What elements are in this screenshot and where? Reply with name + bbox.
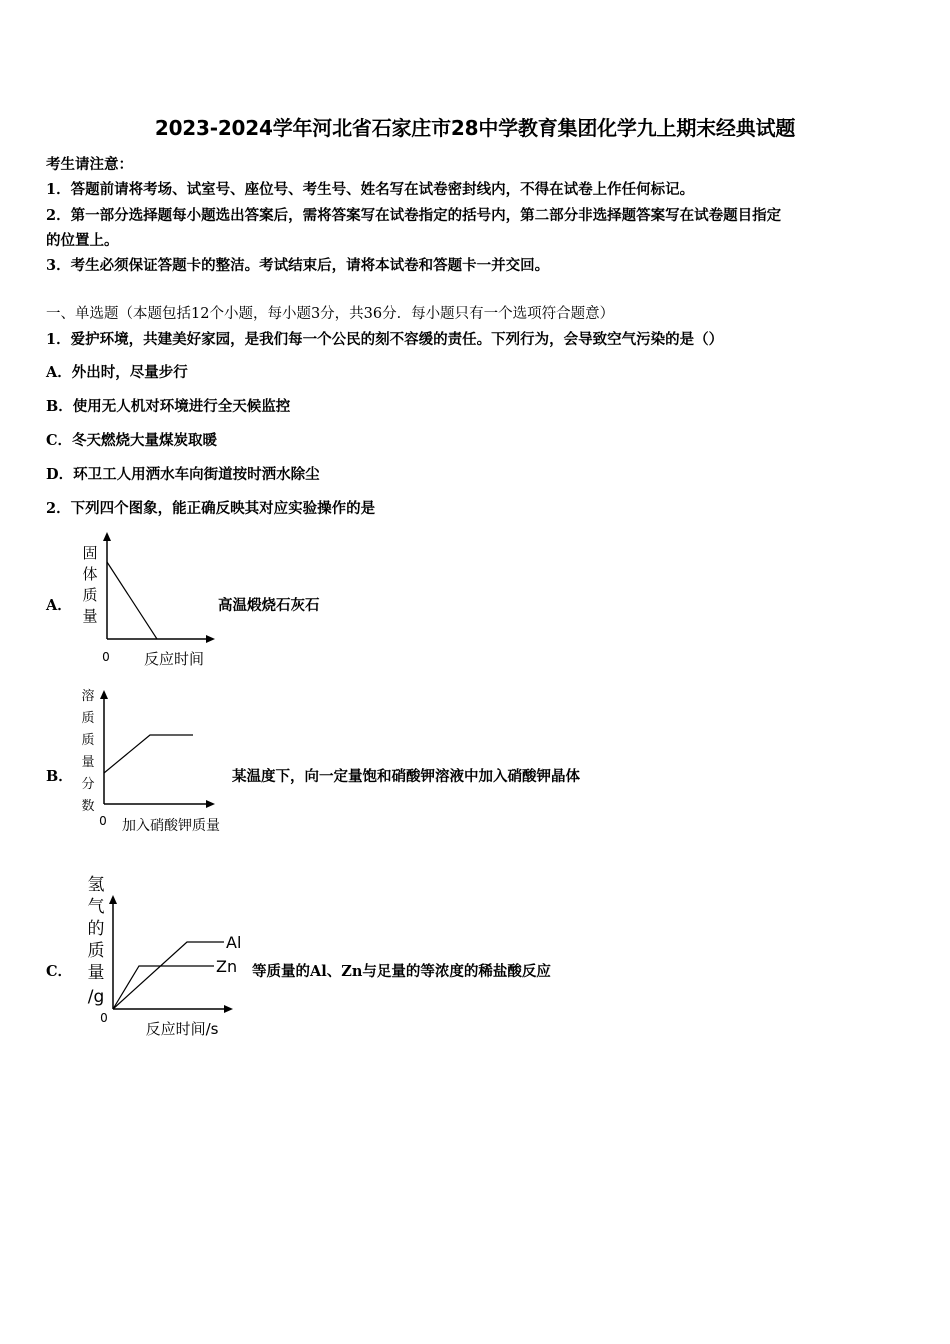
graph-a-curve [107,562,157,639]
question-2-option-c-desc: 等质量的Al、Zn与足量的等浓度的稀盐酸反应 [252,963,551,980]
graph-c-ylabel: 质 [87,941,105,961]
graph-b [70,684,240,839]
question-1-option-d: D．环卫工人用洒水车向街道按时洒水除尘 [46,466,320,483]
graph-c-ylabel: 氢 [87,875,105,895]
question-2-option-a-label: A． [46,597,72,614]
graph-b-ylabel: 量 [81,755,95,770]
graph-a-ylabel: 量 [82,607,98,625]
notice-item: 3．考生必须保证答题卡的整洁。考试结束后，请将本试卷和答题卡一并交回。 [46,257,550,274]
question-2-option-a-desc: 高温煅烧石灰石 [218,597,320,614]
question-1-stem: 1．爱护环境，共建美好家园，是我们每一个公民的刻不容缓的责任。下列行为，会导致空气污染的是（） [46,331,724,348]
notice-item: 2．第一部分选择题每小题选出答案后，需将答案写在试卷指定的括号内，第二部分非选择题答案写在试卷题目指定 [46,207,782,224]
graph-c-ylabel: 量 [87,963,105,983]
graph-c-ylabel: /g [87,987,105,1007]
section-heading: 一、单选题（本题包括12个小题，每小题3分，共36分．每小题只有一个选项符合题意） [46,306,615,322]
graph-a-ylabel: 体 [82,565,98,583]
graph-a-ylabel: 质 [82,586,98,604]
graph-b-origin: 0 [99,814,107,828]
question-1-option-c: C．冬天燃烧大量煤炭取暖 [46,432,218,449]
question-2-option-b-label: B． [46,768,73,785]
graph-c [76,872,266,1042]
graph-c-curve-al [113,942,224,1009]
question-2-option-c-label: C． [46,963,73,980]
graph-a-y-arrow [103,532,111,541]
graph-b-xlabel: 加入硝酸钾质量 [122,818,220,834]
graph-c-series-zn: Zn [216,957,238,976]
notice-heading: 考生请注意： [46,156,133,173]
graph-b-ylabel: 质 [81,733,95,748]
graph-c-origin: 0 [100,1011,108,1025]
graph-c-ylabel: 气 [87,897,105,917]
graph-c-xlabel: 反应时间/s [145,1020,219,1038]
graph-b-ylabel: 质 [81,711,95,726]
graph-c-curve-zn [113,966,214,1009]
question-1-option-b: B．使用无人机对环境进行全天候监控 [46,398,291,415]
question-2-option-b-desc: 某温度下，向一定量饱和硝酸钾溶液中加入硝酸钾晶体 [232,768,580,785]
graph-c-y-arrow [109,895,117,904]
question-2-stem: 2．下列四个图象，能正确反映其对应实验操作的是 [46,500,376,517]
notice-item: 的位置上。 [46,232,119,249]
graph-a-x-arrow [206,635,215,643]
notice-item: 1．答题前请将考场、试室号、座位号、考生号、姓名写在试卷密封线内，不得在试卷上作任何标记。 [46,181,695,198]
graph-b-curve [104,735,193,773]
graph-b-ylabel: 分 [81,777,95,792]
graph-a [70,530,230,675]
graph-c-series-al: Al [226,933,242,952]
graph-b-x-arrow [206,800,215,808]
question-1-option-a: A．外出时，尽量步行 [46,364,188,381]
graph-a-xlabel: 反应时间 [143,650,205,668]
page-title: 2023-2024学年河北省石家庄市28中学教育集团化学九上期末经典试题 [154,116,796,140]
graph-b-ylabel: 数 [81,799,95,814]
graph-c-ylabel: 的 [87,919,105,939]
graph-c-x-arrow [224,1005,233,1013]
graph-a-ylabel: 固 [82,544,98,562]
graph-b-ylabel: 溶 [81,689,95,704]
graph-a-origin: 0 [102,650,110,664]
graph-b-y-arrow [100,690,108,699]
